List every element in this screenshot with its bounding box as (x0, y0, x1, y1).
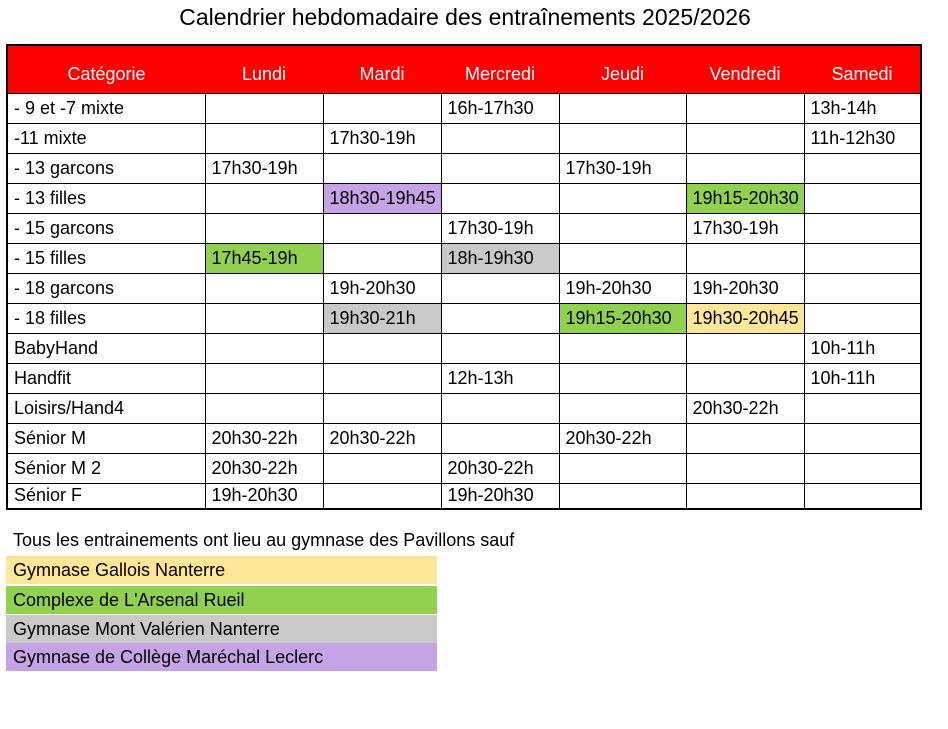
schedule-cell (559, 183, 686, 213)
schedule-cell: 18h30-19h45 (323, 183, 441, 213)
schedule-cell: 20h30-22h (441, 453, 559, 483)
schedule-cell (804, 153, 921, 183)
schedule-cell (559, 93, 686, 123)
page-title: Calendrier hebdomadaire des entraînements 2025/2026 (179, 4, 751, 30)
category-cell: Sénior M (7, 423, 205, 453)
schedule-cell: 19h-20h30 (205, 483, 323, 509)
table-row (7, 393, 921, 423)
schedule-cell (686, 123, 804, 153)
schedule-cell (323, 393, 441, 423)
schedule-cell: 17h30-19h (441, 213, 559, 243)
schedule-cell: 19h30-20h45 (686, 303, 804, 333)
schedule-cell: 17h30-19h (559, 153, 686, 183)
category-cell: -11 mixte (7, 123, 205, 153)
category-cell: - 9 et -7 mixte (7, 93, 205, 123)
schedule-cell (205, 363, 323, 393)
schedule-cell (686, 243, 804, 273)
schedule-cell (804, 483, 921, 509)
schedule-cell (559, 333, 686, 363)
column-header: Samedi (804, 45, 921, 93)
schedule-cell (686, 363, 804, 393)
schedule-cell (804, 213, 921, 243)
table-row (7, 483, 921, 509)
column-header: Catégorie (7, 45, 205, 93)
schedule-cell (804, 393, 921, 423)
schedule-cell (559, 243, 686, 273)
schedule-cell (205, 213, 323, 243)
schedule-cell (205, 393, 323, 423)
schedule-cell: 19h-20h30 (686, 273, 804, 303)
schedule-cell (441, 423, 559, 453)
table-row (7, 363, 921, 393)
schedule-cell: 11h-12h30 (804, 123, 921, 153)
schedule-cell: 19h15-20h30 (559, 303, 686, 333)
schedule-cell (323, 153, 441, 183)
category-cell: - 13 filles (7, 183, 205, 213)
schedule-cell (559, 123, 686, 153)
schedule-cell (323, 213, 441, 243)
schedule-cell: 10h-11h (804, 363, 921, 393)
schedule-cell (323, 363, 441, 393)
schedule-cell (686, 423, 804, 453)
table-row (7, 303, 921, 333)
schedule-cell: 17h45-19h (205, 243, 323, 273)
schedule-cell: 19h-20h30 (441, 483, 559, 509)
category-cell: Sénior F (7, 483, 205, 509)
schedule-cell: 20h30-22h (205, 423, 323, 453)
schedule-cell (441, 303, 559, 333)
schedule-cell (205, 183, 323, 213)
schedule-cell: 20h30-22h (559, 423, 686, 453)
schedule-cell: 10h-11h (804, 333, 921, 363)
category-cell: - 15 filles (7, 243, 205, 273)
schedule-cell (323, 243, 441, 273)
column-header: Mardi (323, 45, 441, 93)
schedule-cell: 13h-14h (804, 93, 921, 123)
schedule-cell (323, 333, 441, 363)
schedule-cell (804, 453, 921, 483)
schedule-cell: 18h-19h30 (441, 243, 559, 273)
schedule-cell (559, 393, 686, 423)
category-cell: Handfit (7, 363, 205, 393)
schedule-table (6, 44, 922, 510)
schedule-cell (205, 303, 323, 333)
schedule-cell: 19h15-20h30 (686, 183, 804, 213)
schedule-cell: 12h-13h (441, 363, 559, 393)
schedule-cell: 19h-20h30 (559, 273, 686, 303)
schedule-cell (205, 123, 323, 153)
schedule-cell: 17h30-19h (205, 153, 323, 183)
category-cell: - 18 garcons (7, 273, 205, 303)
table-row (7, 453, 921, 483)
table-row (7, 423, 921, 453)
legend-item: Gymnase Mont Valérien Nanterre (6, 615, 437, 643)
legend-item: Gymnase de Collège Maréchal Leclerc (6, 643, 437, 671)
column-header: Jeudi (559, 45, 686, 93)
schedule-cell (804, 243, 921, 273)
table-row (7, 123, 921, 153)
category-cell: - 15 garcons (7, 213, 205, 243)
schedule-cell: 20h30-22h (205, 453, 323, 483)
schedule-cell (205, 273, 323, 303)
column-header: Lundi (205, 45, 323, 93)
category-cell: - 13 garcons (7, 153, 205, 183)
schedule-cell (441, 273, 559, 303)
table-row (7, 243, 921, 273)
schedule-cell (686, 483, 804, 509)
schedule-cell (804, 183, 921, 213)
schedule-cell (323, 453, 441, 483)
schedule-cell (441, 393, 559, 423)
table-row (7, 273, 921, 303)
schedule-cell (804, 273, 921, 303)
schedule-cell (686, 153, 804, 183)
category-cell: - 18 filles (7, 303, 205, 333)
schedule-cell (205, 333, 323, 363)
schedule-cell (323, 93, 441, 123)
schedule-cell (559, 213, 686, 243)
schedule-cell: 17h30-19h (686, 213, 804, 243)
category-cell: BabyHand (7, 333, 205, 363)
table-row (7, 333, 921, 363)
schedule-cell (205, 93, 323, 123)
column-header: Mercredi (441, 45, 559, 93)
table-row (7, 183, 921, 213)
schedule-cell (559, 483, 686, 509)
category-cell: Loisirs/Hand4 (7, 393, 205, 423)
schedule-cell: 17h30-19h (323, 123, 441, 153)
schedule-cell: 19h-20h30 (323, 273, 441, 303)
table-row (7, 153, 921, 183)
table-row (7, 93, 921, 123)
schedule-cell (804, 303, 921, 333)
schedule-cell: 16h-17h30 (441, 93, 559, 123)
schedule-cell (441, 333, 559, 363)
schedule-cell (559, 453, 686, 483)
legend-item: Gymnase Gallois Nanterre (6, 556, 437, 584)
schedule-cell (323, 483, 441, 509)
category-cell: Sénior M 2 (7, 453, 205, 483)
schedule-cell (686, 93, 804, 123)
schedule-cell (441, 123, 559, 153)
schedule-cell: 20h30-22h (686, 393, 804, 423)
schedule-cell (804, 423, 921, 453)
table-row (7, 213, 921, 243)
legend-item: Complexe de L'Arsenal Rueil (6, 586, 437, 614)
column-header: Vendredi (686, 45, 804, 93)
schedule-cell (441, 153, 559, 183)
venue-note: Tous les entrainements ont lieu au gymnase des Pavillons sauf (13, 530, 515, 550)
schedule-cell (441, 183, 559, 213)
schedule-cell (686, 453, 804, 483)
header-row (7, 45, 921, 93)
schedule-cell: 20h30-22h (323, 423, 441, 453)
schedule-cell (559, 363, 686, 393)
schedule-cell (686, 333, 804, 363)
schedule-cell: 19h30-21h (323, 303, 441, 333)
